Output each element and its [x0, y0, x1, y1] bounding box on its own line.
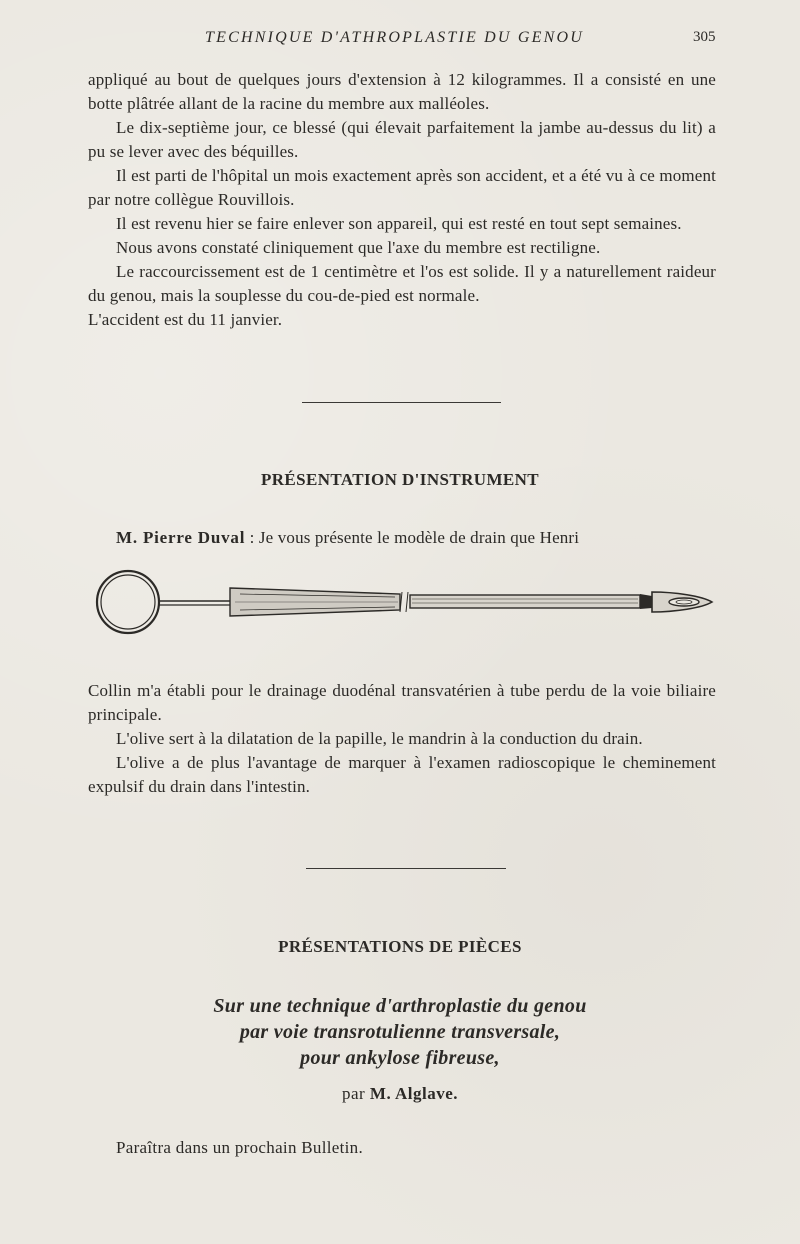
pieces-section-heading: PRÉSENTATIONS DE PIÈCES: [278, 937, 522, 956]
paragraph: L'accident est du 11 janvier.: [88, 310, 283, 329]
paragraph: [88, 526, 716, 550]
paper-title: [120, 993, 680, 1071]
section-divider: [306, 868, 506, 869]
case-report-text: [88, 68, 716, 332]
closing-note: Paraîtra dans un prochain Bulletin.: [116, 1138, 364, 1157]
paragraph: Le raccourcissement est de 1 centimètre et l'os est solide. Il y a naturellement raideur du genou, mais la souplesse du cou-de-pied est normale.: [88, 262, 716, 305]
drain-instrument-icon: [90, 566, 720, 636]
paragraph: Le dix-septième jour, ce blessé (qui élevait parfaitement la jambe au-dessus du lit) a pu se lever avec des béquilles.: [88, 118, 716, 161]
page-number: 305: [693, 29, 716, 45]
instrument-intro: [88, 526, 716, 550]
paper-title-line: par voie transrotulienne transversale,: [239, 1021, 561, 1043]
byline-prefix: par: [341, 1084, 370, 1103]
intro-text: : Je vous présente le modèle de drain que Henri: [245, 528, 580, 547]
paragraph: L'olive sert à la dilatation de la papille, le mandrin à la conduction du drain.: [116, 729, 643, 748]
paragraph: Il est revenu hier se faire enlever son appareil, qui est resté en tout sept semaines.: [116, 214, 682, 233]
drain-instrument-illustration: [90, 566, 720, 636]
instrument-section-heading: PRÉSENTATION D'INSTRUMENT: [260, 470, 540, 489]
paragraph: appliqué au bout de quelques jours d'extension à 12 kilogrammes. Il a consisté en une botte plâtrée allant de la racine du membre aux malléoles.: [88, 70, 716, 113]
paragraph: Collin m'a établi pour le drainage duodénal transvatérien à tube perdu de la voie biliaire principale.: [88, 681, 716, 724]
running-head: [0, 29, 800, 49]
paper-title-line: Sur une technique d'arthroplastie du genou: [213, 995, 587, 1017]
speaker-name: M. Pierre Duval: [116, 528, 246, 547]
paragraph: Il est parti de l'hôpital un mois exactement après son accident, et a été vu à ce moment par notre collègue Rouvillois.: [88, 166, 716, 209]
running-title: TECHNIQUE D'ATHROPLASTIE DU GENOU: [205, 29, 584, 46]
instrument-description: [88, 679, 716, 799]
byline-author: M. Alglave.: [369, 1084, 459, 1103]
paragraph: L'olive a de plus l'avantage de marquer à l'examen radioscopique le cheminement expulsif du drain dans l'intestin.: [88, 753, 716, 796]
byline: [0, 1084, 800, 1104]
paper-title-line: pour ankylose fibreuse,: [300, 1047, 500, 1069]
paragraph: Nous avons constaté cliniquement que l'axe du membre est rectiligne.: [116, 238, 601, 257]
section-divider: [302, 402, 501, 403]
